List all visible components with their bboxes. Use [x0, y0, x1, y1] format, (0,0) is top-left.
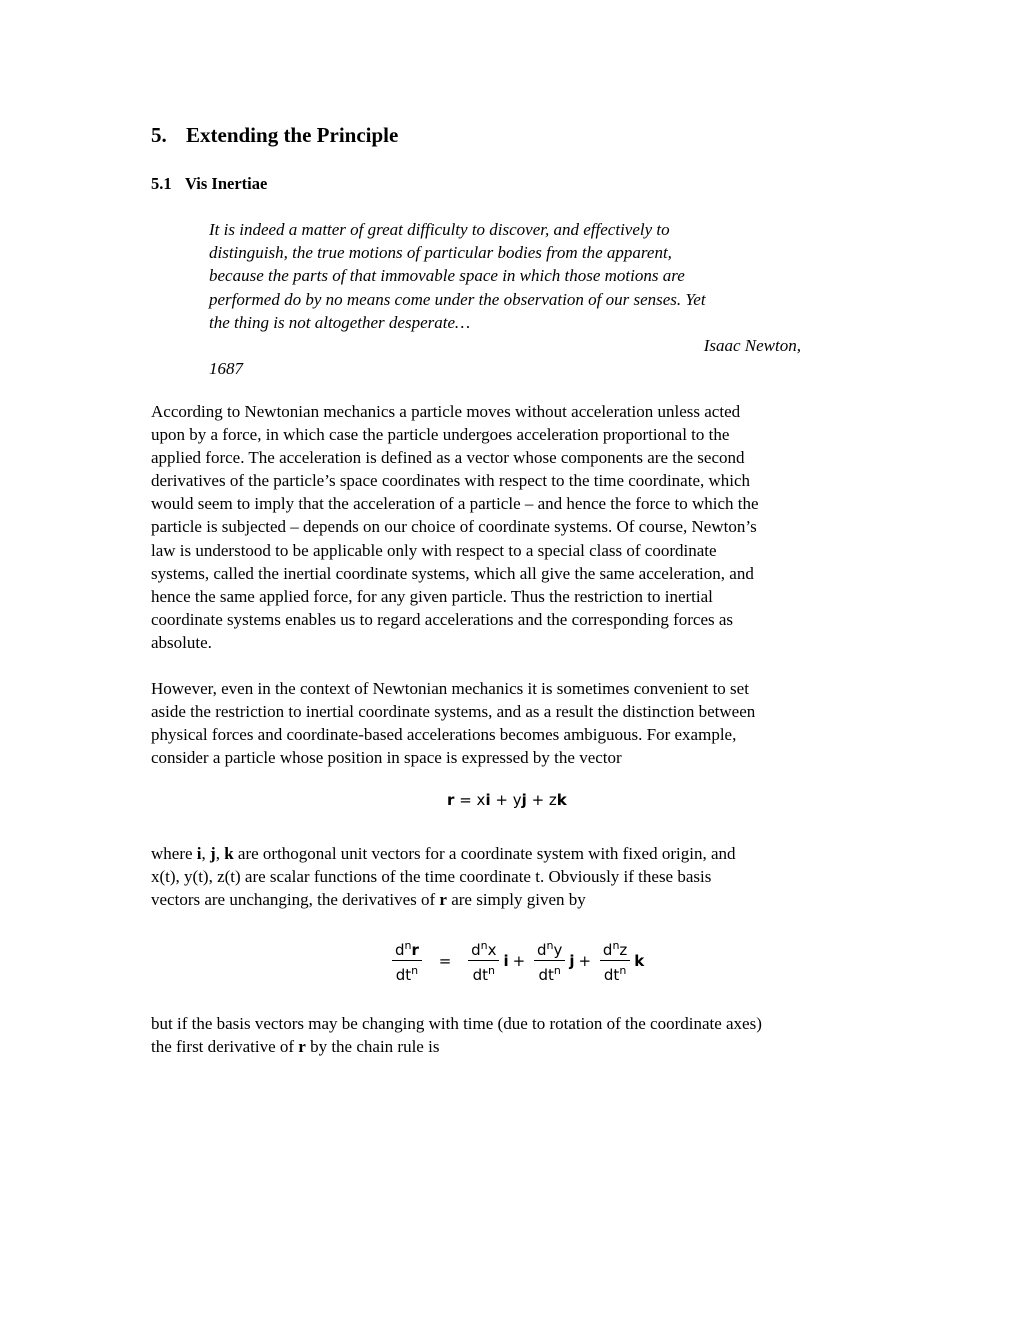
quote-line: It is indeed a matter of great difficulty to discover, and effectively to	[209, 220, 670, 239]
paragraph-line: absolute.	[151, 632, 212, 652]
quote-line: the thing is not altogether desperate…	[209, 312, 471, 332]
paragraph-line: coordinate systems enables us to regard accelerations and the corresponding forces as	[151, 609, 734, 629]
paragraph-line: applied force. The acceleration is defined as a vector whose components are the second	[151, 448, 745, 468]
quote-year: 1687	[209, 359, 243, 379]
paragraph-line: particle is subjected – depends on our choice of coordinate systems. Of course, Newton’s	[151, 517, 757, 537]
paragraph-line: x(t), y(t), z(t) are scalar functions of the time coordinate t. Obviously if these basis	[151, 867, 712, 887]
quote-author: Isaac Newton,	[703, 336, 801, 356]
section-title: Extending the Principle	[186, 123, 399, 147]
paragraph-non-inertial	[151, 677, 876, 769]
epigraph-quote	[209, 218, 829, 380]
paragraph-line: However, even in the context of Newtonian mechanics it is sometimes convenient to set	[151, 679, 749, 698]
subsection-title: Vis Inertiae	[185, 174, 268, 193]
paragraph-line: where i, j, k are orthogonal unit vectors for a coordinate system with fixed origin, and	[151, 844, 736, 863]
paragraph-line: derivatives of the particle’s space coordinates with respect to the time coordinate, which	[151, 471, 751, 491]
paragraph-line: but if the basis vectors may be changing with time (due to rotation of the coordinate axes)	[151, 1014, 762, 1033]
paragraph-line: law is understood to be applicable only with respect to a special class of coordinate	[151, 540, 717, 560]
subsection-number: 5.1	[151, 174, 172, 193]
quote-line: because the parts of that immovable space in which those motions are	[209, 266, 685, 286]
fraction-dnz-dtn: $\frac{d^nz}{dt^n}$	[600, 936, 630, 985]
fraction-dny-dtn: $\frac{d^ny}{dt^n}$	[534, 936, 565, 985]
paragraph-line: upon by a force, in which case the particle undergoes acceleration proportional to the	[151, 425, 730, 445]
paragraph-line: According to Newtonian mechanics a particle moves without acceleration unless acted	[151, 402, 741, 421]
paragraph-newtonian-mechanics	[151, 400, 876, 654]
paragraph-line: physical forces and coordinate-based accelerations becomes ambiguous. For example,	[151, 725, 737, 745]
fraction-dnr-dtn: $\frac{d^nr}{dt^n}$	[392, 936, 422, 985]
paragraph-line: hence the same applied force, for any given particle. Thus the restriction to inertial	[151, 586, 713, 606]
paragraph-line: systems, called the inertial coordinate systems, which all give the same acceleration, and	[151, 563, 754, 583]
quote-line: distinguish, the true motions of particular bodies from the apparent,	[209, 243, 672, 263]
paragraph-line: vectors are unchanging, the derivatives of r are simply given by	[151, 890, 586, 910]
section-number: 5.	[151, 123, 167, 147]
paragraph-basis-vectors	[151, 842, 876, 911]
paragraph-line: aside the restriction to inertial coordinate systems, and as a result the distinction between	[151, 702, 756, 722]
section-heading	[151, 123, 398, 148]
equation-position-vector: r = xi + yj + zk	[447, 791, 567, 809]
paragraph-line: the first derivative of r by the chain rule is	[151, 1037, 440, 1057]
paragraph-line: consider a particle whose position in space is expressed by the vector	[151, 748, 622, 768]
paragraph-chain-rule	[151, 1012, 876, 1058]
fraction-dnx-dtn: $\frac{d^nx}{dt^n}$	[468, 936, 499, 985]
quote-line: performed do by no means come under the observation of our senses. Yet	[209, 289, 706, 309]
paragraph-line: would seem to imply that the acceleration of a particle – and hence the force to which the	[151, 494, 759, 514]
equation-derivatives: $\frac{d^nr}{dt^n}$ = $\frac{d^nx}{dt^n}$ i + $\frac{d^ny}{dt^n}$ j + $\frac{d^nz}{dt^n}$ k	[390, 936, 646, 985]
subsection-heading	[151, 174, 267, 194]
